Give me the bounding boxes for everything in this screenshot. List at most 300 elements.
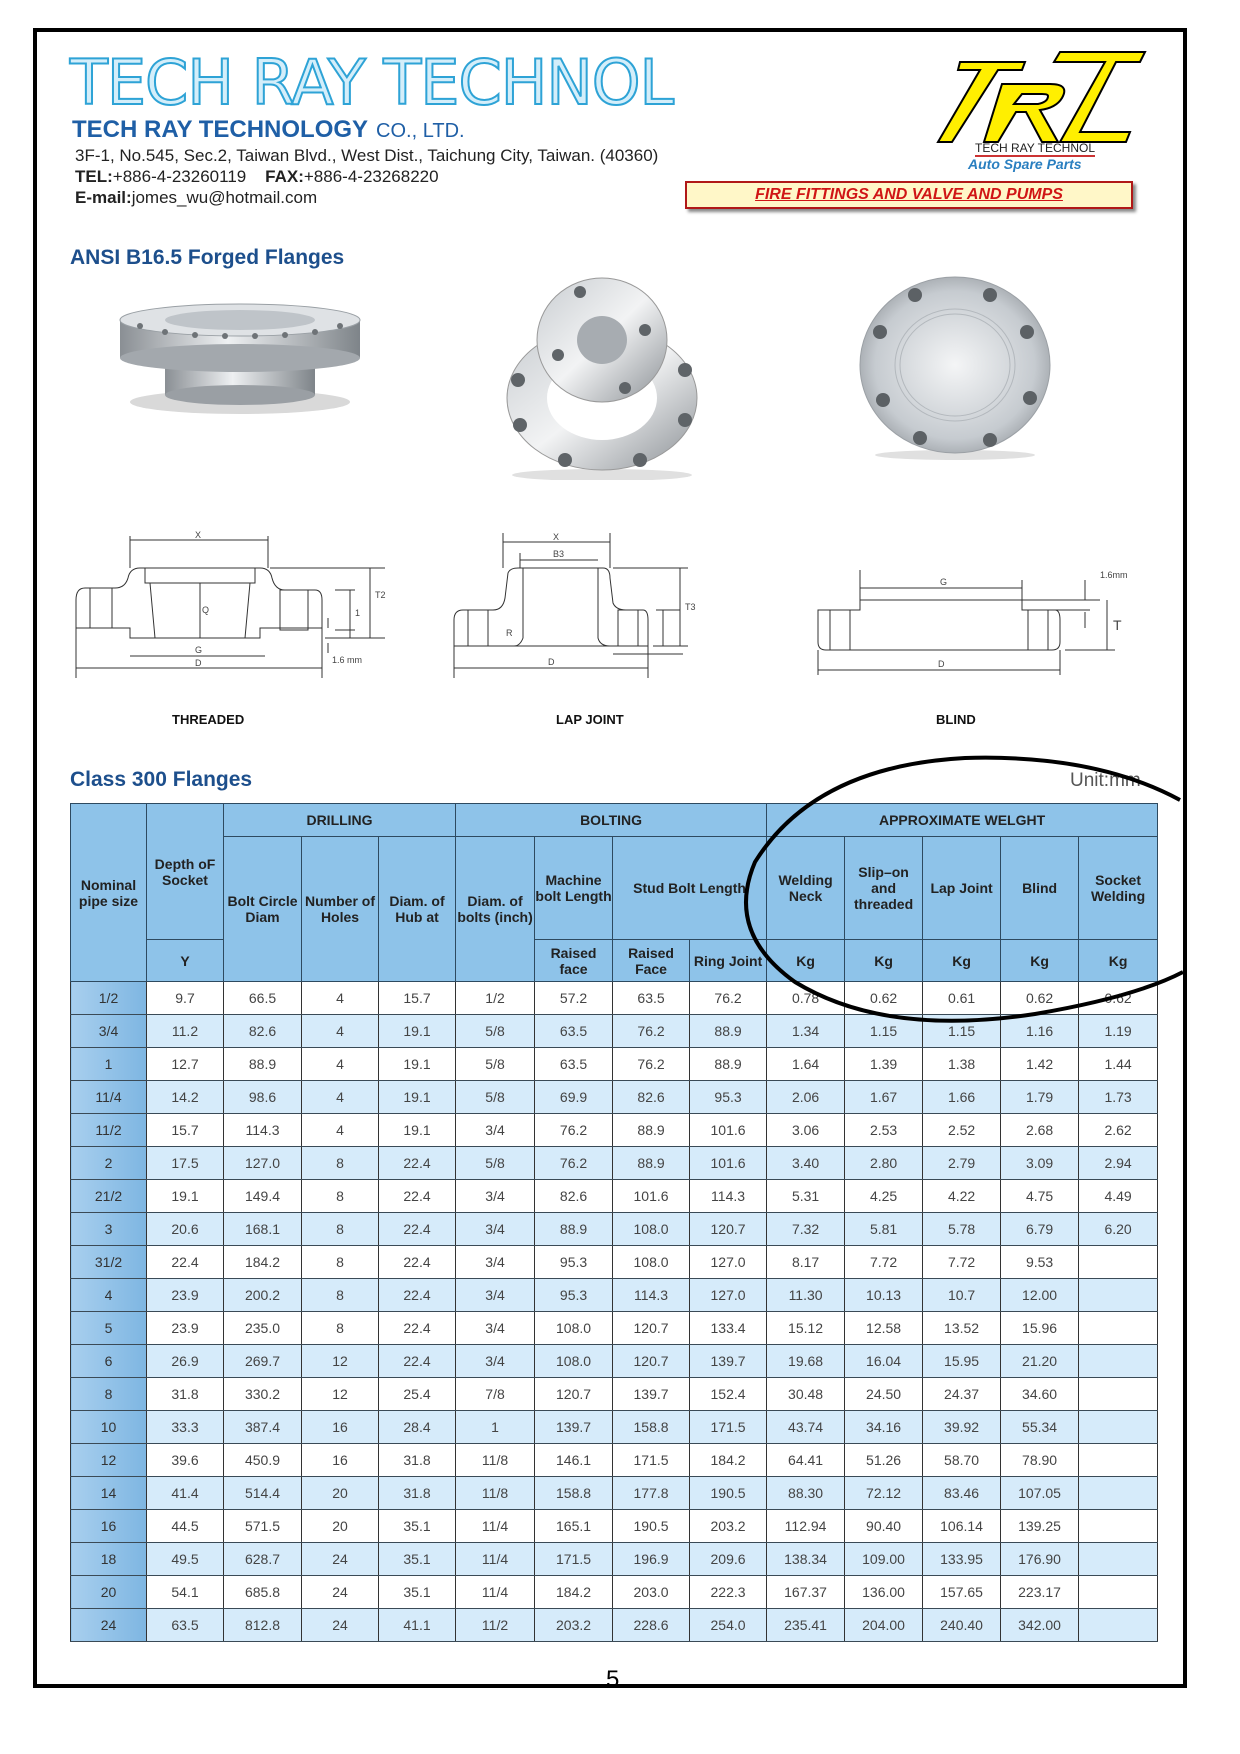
dim-g-label: G (195, 645, 203, 655)
cell-wt-slip-on: 4.25 (845, 1180, 923, 1213)
cell-wt-welding-neck: 15.12 (767, 1312, 845, 1345)
cell-bolt-diam: 11/4 (456, 1510, 535, 1543)
cell-nominal-size: 21/2 (71, 1180, 147, 1213)
cell-bolt-diam: 7/8 (456, 1378, 535, 1411)
cell-wt-lap-joint: 7.72 (923, 1246, 1001, 1279)
cell-wt-lap-joint: 10.7 (923, 1279, 1001, 1312)
cell-nominal-size: 6 (71, 1345, 147, 1378)
section-title-forged-flanges: ANSI B16.5 Forged Flanges (70, 246, 345, 269)
cell-bolt-circle: 88.9 (224, 1048, 302, 1081)
cell-wt-lap-joint: 5.78 (923, 1213, 1001, 1246)
dim-raised-face-label: 1.6 mm (332, 655, 363, 665)
cell-wt-slip-on: 1.39 (845, 1048, 923, 1081)
cell-stud-raised: 120.7 (613, 1345, 690, 1378)
dim-g-label: G (940, 577, 948, 587)
header-diam-of-hub: Diam. of Hub at (379, 837, 456, 982)
cell-bolt-diam: 3/4 (456, 1114, 535, 1147)
cell-wt-welding-neck: 8.17 (767, 1246, 845, 1279)
cell-wt-welding-neck: 30.48 (767, 1378, 845, 1411)
cell-depth-y: 39.6 (147, 1444, 224, 1477)
cell-stud-raised: 177.8 (613, 1477, 690, 1510)
table-row (71, 1345, 1158, 1378)
cell-wt-welding-neck: 167.37 (767, 1576, 845, 1609)
cell-bolt-circle: 571.5 (224, 1510, 302, 1543)
cell-stud-raised: 158.8 (613, 1411, 690, 1444)
header-lap-joint: Lap Joint (923, 837, 1001, 940)
cell-bolt-circle: 269.7 (224, 1345, 302, 1378)
cell-num-holes: 16 (302, 1444, 379, 1477)
brand-subtitle: TECH RAY TECHNOL (975, 141, 1096, 155)
section-title-class-300: Class 300 Flanges (70, 768, 253, 791)
cell-wt-socket-welding (1079, 1378, 1158, 1411)
cell-wt-blind: 6.79 (1001, 1213, 1079, 1246)
table-row (71, 1081, 1158, 1114)
cell-num-holes: 8 (302, 1246, 379, 1279)
table-row (71, 1543, 1158, 1576)
dim-t-label: T (1113, 617, 1122, 633)
cell-stud-ring: 184.2 (690, 1444, 767, 1477)
cell-wt-socket-welding (1079, 1246, 1158, 1279)
cell-stud-ring: 120.7 (690, 1213, 767, 1246)
cell-stud-raised: 108.0 (613, 1246, 690, 1279)
cell-depth-y: 20.6 (147, 1213, 224, 1246)
company-name-text: TECH RAY TECHNOLOGY (72, 116, 369, 143)
cell-wt-blind: 12.00 (1001, 1279, 1079, 1312)
cell-wt-lap-joint: 240.40 (923, 1609, 1001, 1642)
cell-wt-lap-joint: 24.37 (923, 1378, 1001, 1411)
cell-hub-diam: 35.1 (379, 1543, 456, 1576)
cell-stud-ring: 88.9 (690, 1015, 767, 1048)
cell-stud-ring: 133.4 (690, 1312, 767, 1345)
cell-num-holes: 8 (302, 1147, 379, 1180)
cell-machine-bolt: 76.2 (535, 1114, 613, 1147)
company-logo-text: TECH RAY TECHNOL (70, 46, 674, 119)
cell-stud-ring: 127.0 (690, 1246, 767, 1279)
cell-wt-slip-on: 2.53 (845, 1114, 923, 1147)
cell-wt-lap-joint: 157.65 (923, 1576, 1001, 1609)
cell-wt-socket-welding (1079, 1543, 1158, 1576)
cell-wt-socket-welding (1079, 1312, 1158, 1345)
cell-depth-y: 23.9 (147, 1279, 224, 1312)
cell-machine-bolt: 95.3 (535, 1246, 613, 1279)
cell-machine-bolt: 88.9 (535, 1213, 613, 1246)
cell-wt-blind: 0.62 (1001, 982, 1079, 1015)
cell-num-holes: 8 (302, 1312, 379, 1345)
cell-stud-raised: 190.5 (613, 1510, 690, 1543)
cell-nominal-size: 10 (71, 1411, 147, 1444)
cell-num-holes: 16 (302, 1411, 379, 1444)
drawing-label-blind: BLIND (936, 712, 976, 727)
cell-depth-y: 9.7 (147, 982, 224, 1015)
cell-stud-raised: 76.2 (613, 1015, 690, 1048)
cell-wt-lap-joint: 2.52 (923, 1114, 1001, 1147)
cell-wt-slip-on: 0.62 (845, 982, 923, 1015)
fax-label: FAX: (265, 167, 304, 186)
cell-wt-blind: 223.17 (1001, 1576, 1079, 1609)
cell-stud-ring: 152.4 (690, 1378, 767, 1411)
tel-label: TEL: (75, 167, 113, 186)
header-kg: Kg (923, 940, 1001, 982)
cell-hub-diam: 41.1 (379, 1609, 456, 1642)
cell-wt-socket-welding: 1.44 (1079, 1048, 1158, 1081)
cell-machine-bolt: 69.9 (535, 1081, 613, 1114)
cell-num-holes: 4 (302, 982, 379, 1015)
cell-stud-ring: 171.5 (690, 1411, 767, 1444)
company-suffix: CO., LTD. (376, 120, 465, 142)
table-row (71, 1180, 1158, 1213)
cell-stud-raised: 203.0 (613, 1576, 690, 1609)
cell-wt-slip-on: 72.12 (845, 1477, 923, 1510)
cell-stud-raised: 76.2 (613, 1048, 690, 1081)
cell-wt-welding-neck: 138.34 (767, 1543, 845, 1576)
cell-bolt-circle: 450.9 (224, 1444, 302, 1477)
cell-wt-welding-neck: 5.31 (767, 1180, 845, 1213)
cell-machine-bolt: 171.5 (535, 1543, 613, 1576)
header-stud-bolt-length: Stud Bolt Length (613, 837, 767, 940)
cell-wt-welding-neck: 2.06 (767, 1081, 845, 1114)
table-row (71, 1378, 1158, 1411)
header-bolt-circle-diam: Bolt Circle Diam (224, 837, 302, 982)
cell-wt-slip-on: 12.58 (845, 1312, 923, 1345)
cell-wt-socket-welding (1079, 1279, 1158, 1312)
cell-bolt-diam: 1 (456, 1411, 535, 1444)
cell-wt-socket-welding (1079, 1609, 1158, 1642)
dim-d-label: D (938, 659, 945, 669)
annotation-circle (735, 752, 1187, 1037)
header-nominal-pipe-size: Nominal pipe size (71, 804, 147, 982)
cell-wt-blind: 1.79 (1001, 1081, 1079, 1114)
cell-machine-bolt: 63.5 (535, 1048, 613, 1081)
cell-num-holes: 8 (302, 1279, 379, 1312)
cell-machine-bolt: 139.7 (535, 1411, 613, 1444)
header-blind: Blind (1001, 837, 1079, 940)
cell-machine-bolt: 108.0 (535, 1312, 613, 1345)
cell-num-holes: 4 (302, 1081, 379, 1114)
cell-wt-socket-welding: 6.20 (1079, 1213, 1158, 1246)
table-row (71, 1246, 1158, 1279)
email-label: E-mail: (75, 188, 132, 207)
dim-x-label: X (553, 532, 560, 542)
cell-depth-y: 26.9 (147, 1345, 224, 1378)
cell-num-holes: 24 (302, 1609, 379, 1642)
cell-hub-diam: 19.1 (379, 1081, 456, 1114)
header-kg: Kg (767, 940, 845, 982)
cell-wt-lap-joint: 1.66 (923, 1081, 1001, 1114)
cell-depth-y: 33.3 (147, 1411, 224, 1444)
cell-depth-y: 14.2 (147, 1081, 224, 1114)
cell-wt-socket-welding: 4.49 (1079, 1180, 1158, 1213)
cell-wt-socket-welding (1079, 1576, 1158, 1609)
cell-wt-socket-welding (1079, 1477, 1158, 1510)
cell-num-holes: 12 (302, 1345, 379, 1378)
cell-depth-y: 17.5 (147, 1147, 224, 1180)
cell-hub-diam: 22.4 (379, 1180, 456, 1213)
cell-wt-lap-joint: 39.92 (923, 1411, 1001, 1444)
cell-nominal-size: 8 (71, 1378, 147, 1411)
cell-wt-blind: 34.60 (1001, 1378, 1079, 1411)
cell-wt-welding-neck: 3.40 (767, 1147, 845, 1180)
dim-q-label: Q (202, 605, 210, 615)
brand-tagline: Auto Spare Parts (968, 156, 1082, 172)
cell-bolt-diam: 1/2 (456, 982, 535, 1015)
cell-wt-blind: 2.68 (1001, 1114, 1079, 1147)
cell-wt-slip-on: 1.15 (845, 1015, 923, 1048)
cell-wt-blind: 78.90 (1001, 1444, 1079, 1477)
cell-wt-welding-neck: 7.32 (767, 1213, 845, 1246)
cell-wt-slip-on: 24.50 (845, 1378, 923, 1411)
cell-bolt-circle: 628.7 (224, 1543, 302, 1576)
cell-stud-raised: 108.0 (613, 1213, 690, 1246)
cell-depth-y: 11.2 (147, 1015, 224, 1048)
header-kg: Kg (1079, 940, 1158, 982)
header-depth-y: Y (147, 940, 224, 982)
cell-depth-y: 19.1 (147, 1180, 224, 1213)
table-row (71, 1477, 1158, 1510)
cell-stud-raised: 139.7 (613, 1378, 690, 1411)
cell-stud-raised: 88.9 (613, 1114, 690, 1147)
cell-stud-raised: 228.6 (613, 1609, 690, 1642)
table-row (71, 1444, 1158, 1477)
product-banner: FIRE FITTINGS AND VALVE AND PUMPS (685, 181, 1133, 209)
cell-bolt-circle: 184.2 (224, 1246, 302, 1279)
cell-bolt-diam: 5/8 (456, 1147, 535, 1180)
blind-flange-drawing (810, 570, 1170, 695)
cell-hub-diam: 22.4 (379, 1147, 456, 1180)
table-row (71, 1279, 1158, 1312)
cell-wt-blind: 342.00 (1001, 1609, 1079, 1642)
cell-bolt-diam: 3/4 (456, 1246, 535, 1279)
cell-wt-socket-welding: 1.19 (1079, 1015, 1158, 1048)
cell-machine-bolt: 95.3 (535, 1279, 613, 1312)
cell-nominal-size: 2 (71, 1147, 147, 1180)
cell-stud-ring: 127.0 (690, 1279, 767, 1312)
cell-stud-ring: 209.6 (690, 1543, 767, 1576)
cell-wt-welding-neck: 235.41 (767, 1609, 845, 1642)
blind-flange-image (855, 270, 1055, 460)
cell-depth-y: 54.1 (147, 1576, 224, 1609)
table-row (71, 1048, 1158, 1081)
cell-hub-diam: 15.7 (379, 982, 456, 1015)
cell-wt-socket-welding: 1.73 (1079, 1081, 1158, 1114)
cell-wt-blind: 1.42 (1001, 1048, 1079, 1081)
cell-stud-ring: 139.7 (690, 1345, 767, 1378)
cell-nominal-size: 16 (71, 1510, 147, 1543)
table-row (71, 1510, 1158, 1543)
cell-stud-raised: 88.9 (613, 1147, 690, 1180)
cell-stud-raised: 196.9 (613, 1543, 690, 1576)
cell-wt-blind: 107.05 (1001, 1477, 1079, 1510)
cell-num-holes: 12 (302, 1378, 379, 1411)
header-stud-raised-face: Raised Face (613, 940, 690, 982)
cell-nominal-size: 31/2 (71, 1246, 147, 1279)
cell-wt-blind: 3.09 (1001, 1147, 1079, 1180)
cell-wt-blind: 55.34 (1001, 1411, 1079, 1444)
cell-hub-diam: 25.4 (379, 1378, 456, 1411)
dim-t2-label: T2 (375, 590, 386, 600)
cell-wt-slip-on: 10.13 (845, 1279, 923, 1312)
cell-wt-slip-on: 90.40 (845, 1510, 923, 1543)
cell-hub-diam: 22.4 (379, 1312, 456, 1345)
cell-wt-blind: 21.20 (1001, 1345, 1079, 1378)
table-row (71, 1213, 1158, 1246)
header-number-of-holes: Number of Holes (302, 837, 379, 982)
cell-wt-welding-neck: 1.64 (767, 1048, 845, 1081)
cell-num-holes: 4 (302, 1048, 379, 1081)
cell-num-holes: 20 (302, 1510, 379, 1543)
cell-machine-bolt: 165.1 (535, 1510, 613, 1543)
cell-wt-welding-neck: 64.41 (767, 1444, 845, 1477)
cell-stud-ring: 114.3 (690, 1180, 767, 1213)
cell-bolt-circle: 114.3 (224, 1114, 302, 1147)
table-row (71, 1576, 1158, 1609)
dim-raised-face-label: 1.6mm (1100, 570, 1128, 580)
cell-hub-diam: 22.4 (379, 1279, 456, 1312)
cell-hub-diam: 19.1 (379, 1114, 456, 1147)
table-body (71, 982, 1158, 1642)
cell-bolt-diam: 11/8 (456, 1444, 535, 1477)
header-machine-raised-face: Raised face (535, 940, 613, 982)
cell-machine-bolt: 57.2 (535, 982, 613, 1015)
cell-stud-ring: 254.0 (690, 1609, 767, 1642)
cell-bolt-diam: 3/4 (456, 1180, 535, 1213)
dim-t3-label: T3 (685, 602, 696, 612)
header-bolting: BOLTING (456, 804, 767, 837)
cell-wt-slip-on: 16.04 (845, 1345, 923, 1378)
cell-nominal-size: 1/2 (71, 982, 147, 1015)
cell-depth-y: 12.7 (147, 1048, 224, 1081)
header-kg: Kg (845, 940, 923, 982)
cell-wt-welding-neck: 3.06 (767, 1114, 845, 1147)
cell-wt-lap-joint: 4.22 (923, 1180, 1001, 1213)
dim-b3-label: B3 (553, 549, 565, 559)
cell-machine-bolt: 82.6 (535, 1180, 613, 1213)
header-machine-bolt-length: Machine bolt Length (535, 837, 613, 940)
cell-hub-diam: 19.1 (379, 1048, 456, 1081)
cell-stud-raised: 114.3 (613, 1279, 690, 1312)
cell-wt-lap-joint: 58.70 (923, 1444, 1001, 1477)
table-row (71, 1411, 1158, 1444)
cell-wt-lap-joint: 2.79 (923, 1147, 1001, 1180)
cell-stud-ring: 101.6 (690, 1147, 767, 1180)
cell-nominal-size: 14 (71, 1477, 147, 1510)
cell-wt-socket-welding: 2.94 (1079, 1147, 1158, 1180)
dim-d-label: D (548, 657, 555, 667)
cell-num-holes: 8 (302, 1180, 379, 1213)
cell-hub-diam: 31.8 (379, 1477, 456, 1510)
cell-machine-bolt: 108.0 (535, 1345, 613, 1378)
cell-bolt-circle: 66.5 (224, 982, 302, 1015)
cell-wt-slip-on: 136.00 (845, 1576, 923, 1609)
fax-value: +886-4-23268220 (303, 167, 439, 186)
cell-hub-diam: 19.1 (379, 1015, 456, 1048)
header-kg: Kg (1001, 940, 1079, 982)
cell-hub-diam: 22.4 (379, 1213, 456, 1246)
cell-wt-welding-neck: 1.34 (767, 1015, 845, 1048)
cell-stud-ring: 76.2 (690, 982, 767, 1015)
header-welding-neck: Welding Neck (767, 837, 845, 940)
company-address: 3F-1, No.545, Sec.2, Taiwan Blvd., West Dist., Taichung City, Taiwan. (40360) (75, 146, 659, 165)
cell-bolt-circle: 168.1 (224, 1213, 302, 1246)
cell-bolt-diam: 5/8 (456, 1048, 535, 1081)
cell-bolt-diam: 3/4 (456, 1213, 535, 1246)
header-stud-ring-joint: Ring Joint (690, 940, 767, 982)
cell-depth-y: 15.7 (147, 1114, 224, 1147)
cell-wt-welding-neck: 88.30 (767, 1477, 845, 1510)
cell-wt-welding-neck: 19.68 (767, 1345, 845, 1378)
cell-machine-bolt: 203.2 (535, 1609, 613, 1642)
cell-wt-blind: 1.16 (1001, 1015, 1079, 1048)
cell-num-holes: 4 (302, 1015, 379, 1048)
threaded-flange-drawing (70, 528, 430, 688)
cell-wt-slip-on: 5.81 (845, 1213, 923, 1246)
cell-wt-slip-on: 7.72 (845, 1246, 923, 1279)
cell-nominal-size: 24 (71, 1609, 147, 1642)
cell-wt-socket-welding (1079, 1510, 1158, 1543)
company-name (72, 116, 465, 144)
cell-wt-socket-welding: 2.62 (1079, 1114, 1158, 1147)
cell-stud-ring: 95.3 (690, 1081, 767, 1114)
cell-num-holes: 8 (302, 1213, 379, 1246)
email-value[interactable]: jomes_wu@hotmail.com (131, 188, 318, 207)
cell-wt-blind: 4.75 (1001, 1180, 1079, 1213)
cell-wt-socket-welding: 0.62 (1079, 982, 1158, 1015)
cell-wt-lap-joint: 1.15 (923, 1015, 1001, 1048)
cell-stud-ring: 203.2 (690, 1510, 767, 1543)
cell-wt-slip-on: 109.00 (845, 1543, 923, 1576)
cell-bolt-diam: 3/4 (456, 1312, 535, 1345)
cell-bolt-circle: 127.0 (224, 1147, 302, 1180)
cell-hub-diam: 22.4 (379, 1246, 456, 1279)
page-number: 5 (606, 1666, 620, 1693)
cell-bolt-diam: 11/4 (456, 1576, 535, 1609)
cell-num-holes: 24 (302, 1576, 379, 1609)
cell-stud-ring: 88.9 (690, 1048, 767, 1081)
cell-machine-bolt: 158.8 (535, 1477, 613, 1510)
cell-bolt-circle: 812.8 (224, 1609, 302, 1642)
cell-stud-ring: 222.3 (690, 1576, 767, 1609)
header-slip-on: Slip–on and threaded (845, 837, 923, 940)
header-depth-of-socket: Depth oF Socket (147, 804, 224, 940)
cell-bolt-diam: 11/4 (456, 1543, 535, 1576)
cell-bolt-diam: 11/8 (456, 1477, 535, 1510)
cell-wt-lap-joint: 1.38 (923, 1048, 1001, 1081)
cell-num-holes: 24 (302, 1543, 379, 1576)
cell-stud-raised: 171.5 (613, 1444, 690, 1477)
cell-stud-raised: 63.5 (613, 982, 690, 1015)
cell-wt-blind: 176.90 (1001, 1543, 1079, 1576)
cell-nominal-size: 11/4 (71, 1081, 147, 1114)
cell-depth-y: 23.9 (147, 1312, 224, 1345)
cell-bolt-diam: 5/8 (456, 1081, 535, 1114)
cell-bolt-circle: 98.6 (224, 1081, 302, 1114)
dim-r-label: R (506, 628, 513, 638)
cell-wt-blind: 139.25 (1001, 1510, 1079, 1543)
cell-machine-bolt: 120.7 (535, 1378, 613, 1411)
cell-hub-diam: 35.1 (379, 1510, 456, 1543)
cell-wt-welding-neck: 0.78 (767, 982, 845, 1015)
cell-wt-slip-on: 204.00 (845, 1609, 923, 1642)
cell-bolt-circle: 387.4 (224, 1411, 302, 1444)
cell-bolt-circle: 235.0 (224, 1312, 302, 1345)
cell-nominal-size: 12 (71, 1444, 147, 1477)
header-socket-welding: Socket Welding (1079, 837, 1158, 940)
cell-hub-diam: 22.4 (379, 1345, 456, 1378)
cell-wt-slip-on: 1.67 (845, 1081, 923, 1114)
cell-nominal-size: 3/4 (71, 1015, 147, 1048)
cell-bolt-circle: 149.4 (224, 1180, 302, 1213)
cell-machine-bolt: 76.2 (535, 1147, 613, 1180)
table-row (71, 1312, 1158, 1345)
